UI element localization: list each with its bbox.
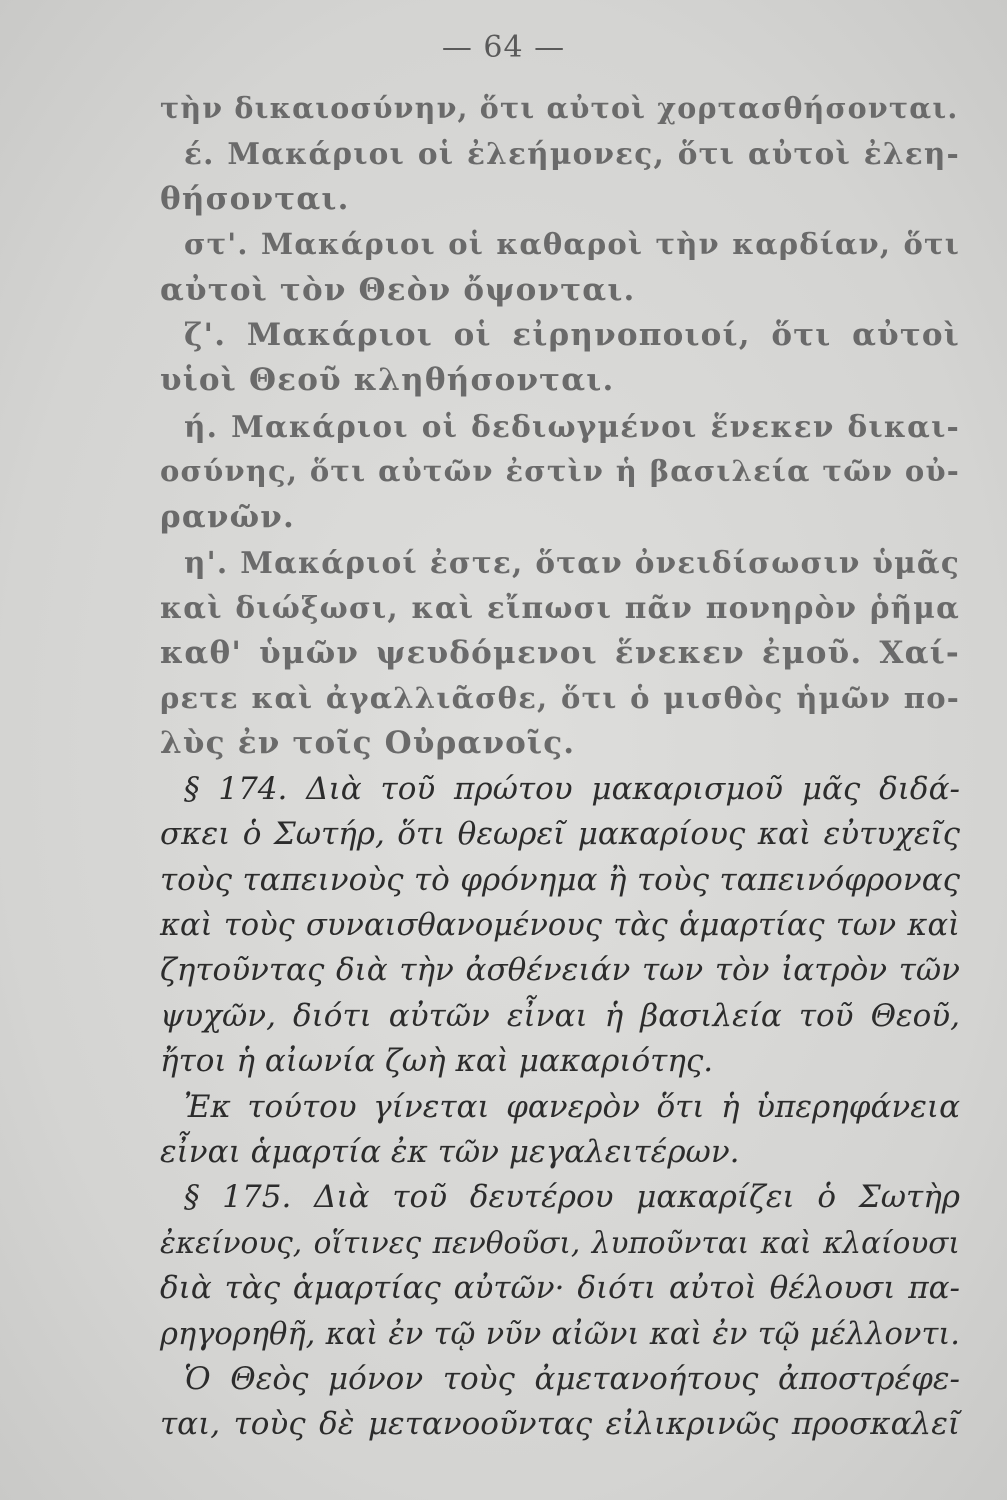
text-line: έ. Μακάριοι οἱ ἐλεήμονες, ὅτι αὐτοὶ ἐλεη-: [184, 136, 960, 172]
text-line: § 175. Διὰ τοῦ δευτέρου μακαρίζει ὁ Σωτὴρ: [184, 1179, 960, 1216]
text-line: θήσονται.: [160, 180, 350, 217]
text-line: τὴν δικαιοσύνην, ὅτι αὐτοὶ χορτασθήσονται.: [160, 91, 959, 125]
text-line: ή. Μακάριοι οἱ δεδιωγμένοι ἕνεκεν δικαι-: [184, 408, 960, 444]
text-line: § 174. Διὰ τοῦ πρώτου μακαρισμοῦ μᾶς διδά-: [184, 770, 960, 807]
text-line: ζ'. Μακάριοι οἱ εἰρηνοποιοί, ὅτι αὐτοὶ: [184, 316, 960, 353]
text-line: ται, τοὺς δὲ μετανοοῦντας εἰλικρινῶς προσκαλεῖ: [160, 1406, 960, 1443]
text-line: Ὁ Θεὸς μόνον τοὺς ἀμετανοήτους ἀποστρέφε-: [184, 1360, 960, 1397]
text-line: καὶ τοὺς συναισθανομένους τὰς ἁμαρτίας των καὶ: [160, 908, 960, 944]
text-line: λὺς ἐν τοῖς Οὐρανοῖς.: [160, 725, 576, 762]
text-line: καθ' ὑμῶν ψευδόμενοι ἕνεκεν ἐμοῦ. Χαί-: [160, 634, 960, 671]
text-line: ψυχῶν, διότι αὐτῶν εἶναι ἡ βασιλεία τοῦ Θεοῦ,: [160, 997, 960, 1034]
text-line: υἱοὶ Θεοῦ κληθήσονται.: [160, 362, 615, 399]
body-text: [160, 86, 960, 1448]
text-line: διὰ τὰς ἁμαρτίας αὐτῶν· διότι αὐτοὶ θέλουσι πα-: [160, 1270, 960, 1307]
text-line: στ'. Μακάριοι οἱ καθαροὶ τὴν καρδίαν, ὅτι: [184, 227, 960, 262]
text-line: η'. Μακάριοί ἐστε, ὅταν ὀνειδίσωσιν ὑμᾶς: [184, 544, 960, 580]
page-number: — 64 —: [441, 30, 566, 65]
text-line: ἤτοι ἡ αἰωνία ζωὴ καὶ μακαριότης.: [160, 1043, 714, 1080]
text-line: Ἐκ τούτου γίνεται φανερὸν ὅτι ἡ ὑπερηφάνεια: [184, 1088, 960, 1125]
text-line: ρανῶν.: [160, 498, 295, 535]
text-line: αὐτοὶ τὸν Θεὸν ὄψονται.: [160, 271, 636, 308]
text-line: ζητοῦντας διὰ τὴν ἀσθένειάν των τὸν ἰατρὸν τῶν: [160, 952, 960, 989]
text-line: καὶ διώξωσι, καὶ εἴπωσι πᾶν πονηρὸν ῥῆμα: [160, 590, 960, 626]
text-line: σκει ὁ Σωτήρ, ὅτι θεωρεῖ μακαρίους καὶ εὐτυχεῖς: [160, 816, 960, 853]
text-line: οσύνης, ὅτι αὐτῶν ἐστὶν ἡ βασιλεία τῶν οὐ-: [160, 454, 960, 489]
text-line: ρηγορηθῆ, καὶ ἐν τῷ νῦν αἰῶνι καὶ ἐν τῷ μέλλοντι.: [160, 1316, 960, 1352]
text-line: τοὺς ταπεινοὺς τὸ φρόνημα ἢ τοὺς ταπεινόφρονας: [160, 861, 960, 898]
text-line: ἐκείνους, οἵτινες πενθοῦσι, λυποῦνται καὶ κλαίουσι: [160, 1225, 960, 1260]
text-line: εἶναι ἁμαρτία ἐκ τῶν μεγαλειτέρων.: [160, 1133, 740, 1170]
text-line: ρετε καὶ ἀγαλλιᾶσθε, ὅτι ὁ μισθὸς ἡμῶν πο-: [160, 681, 960, 716]
